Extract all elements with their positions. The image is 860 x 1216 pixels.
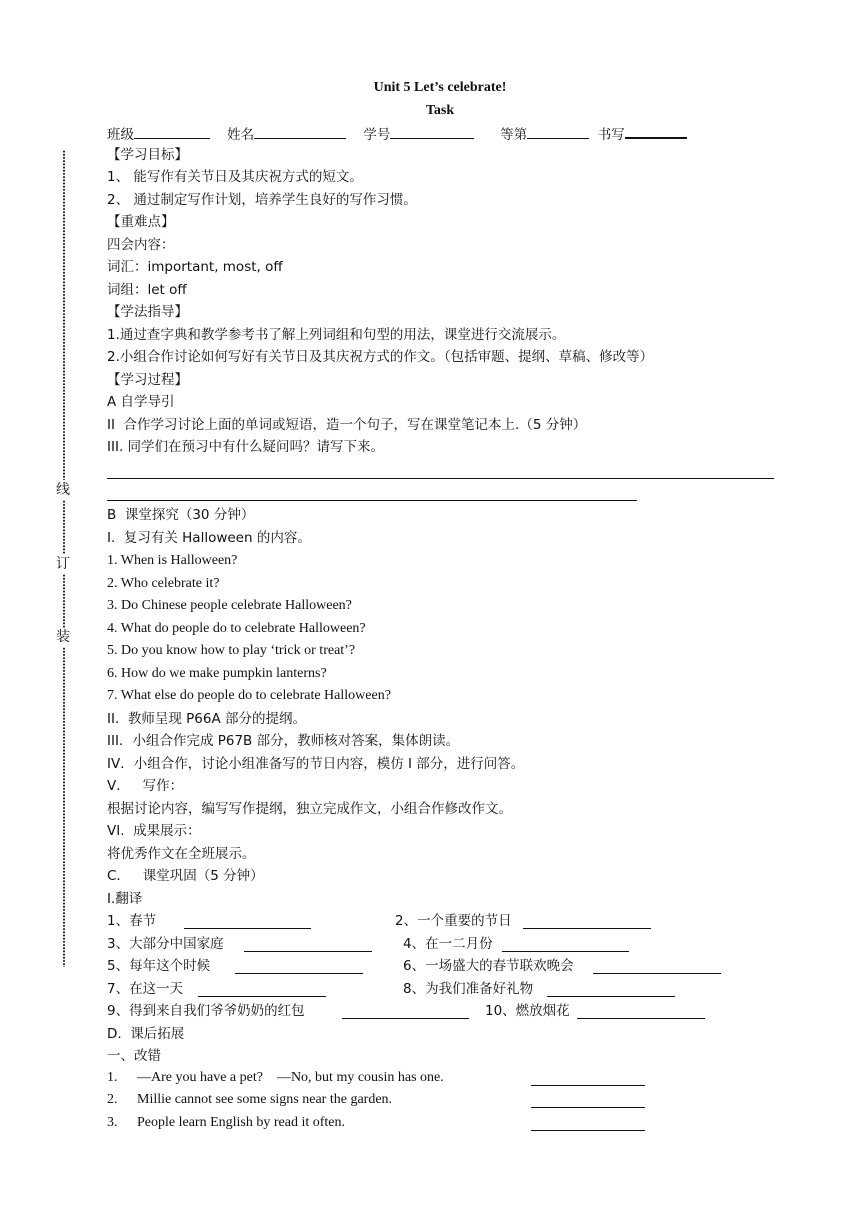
class-field[interactable] (134, 124, 210, 139)
halloween-question: 7. What else do people do to celebrate Halloween? (107, 688, 391, 703)
name-field[interactable] (254, 124, 346, 139)
binding-char-ding: 订 (56, 556, 70, 572)
answer-line[interactable] (107, 478, 774, 479)
translation-item: 3、大部分中国家庭 (107, 936, 224, 952)
section-b-item: 根据讨论内容，编写写作提纲，独立完成作文，小组合作修改作文。 (107, 801, 512, 817)
halloween-question: 4. What do people do to celebrate Halloween? (107, 621, 366, 636)
grade-field[interactable] (527, 124, 589, 139)
halloween-question: 3. Do Chinese people celebrate Halloween? (107, 598, 352, 613)
key-points-heading: 【重难点】 (107, 214, 175, 230)
translation-item: 7、在这一天 (107, 981, 184, 997)
correction-sentence: People learn English by read it often. (137, 1115, 345, 1130)
answer-line[interactable] (107, 500, 637, 501)
translation-blank[interactable] (235, 959, 363, 974)
binding-dots (62, 500, 66, 554)
method-heading: 【学法指导】 (107, 304, 188, 320)
correction-answer-line[interactable] (531, 1130, 645, 1131)
binding-margin (56, 150, 76, 970)
translation-blank[interactable] (577, 1004, 705, 1019)
halloween-question: 2. Who celebrate it? (107, 576, 220, 591)
student-id-label: 学号 (363, 127, 391, 143)
section-b-item: VI. 成果展示： (107, 823, 201, 839)
correction-number: 1. (107, 1070, 118, 1085)
halloween-question: 1. When is Halloween? (107, 553, 238, 568)
translation-blank[interactable] (342, 1004, 469, 1019)
student-info-row (107, 123, 687, 144)
correction-number: 3. (107, 1115, 118, 1130)
grade-label: 等第 (500, 127, 528, 143)
correction-sentence: —Are you have a pet? —No, but my cousin has one. (137, 1070, 444, 1085)
translation-blank[interactable] (184, 914, 311, 929)
translation-blank[interactable] (244, 937, 372, 952)
method-item: 1.通过查字典和教学参考书了解上列词组和句型的用法，课堂进行交流展示。 (107, 327, 566, 343)
section-b-item: IV．小组合作，讨论小组准备写的节日内容，模仿 I 部分，进行问答。 (107, 756, 525, 772)
translation-item: 6、一场盛大的春节联欢晚会 (403, 958, 574, 974)
binding-dots (62, 150, 66, 480)
binding-char-zhuang: 装 (56, 629, 70, 645)
translation-blank[interactable] (502, 937, 629, 952)
translation-blank[interactable] (198, 982, 326, 997)
section-c-intro: I.翻译 (107, 891, 143, 907)
correction-sentence: Millie cannot see some signs near the garden. (137, 1092, 393, 1107)
section-a-item: III. 同学们在预习中有什么疑问吗？请写下来。 (107, 439, 385, 455)
goals-heading: 【学习目标】 (107, 147, 188, 163)
goal-item: 1、 能写作有关节日及其庆祝方式的短文。 (107, 169, 363, 185)
section-b-item: V． 写作： (107, 778, 184, 794)
translation-item: 10、燃放烟花 (485, 1003, 570, 1019)
goal-item: 2、 通过制定写作计划，培养学生良好的写作习惯。 (107, 192, 417, 208)
section-d-heading: D. 课后拓展 (107, 1026, 185, 1042)
binding-dots (62, 574, 66, 628)
binding-char-xian: 线 (56, 482, 70, 498)
student-id-field[interactable] (390, 124, 474, 139)
correction-answer-line[interactable] (531, 1085, 645, 1086)
section-b-item: II. 教师呈现 P66A 部分的提纲。 (107, 711, 306, 727)
section-d-intro: 一、改错 (107, 1048, 161, 1064)
section-a-item: II 合作学习讨论上面的单词或短语，造一个句子，写在课堂笔记本上.（5 分钟） (107, 417, 587, 433)
section-b-item: III．小组合作完成 P67B 部分，教师核对答案，集体朗读。 (107, 733, 460, 749)
section-b-heading: B 课堂探究（30 分钟） (107, 507, 255, 523)
halloween-question: 6. How do we make pumpkin lanterns? (107, 666, 327, 681)
binding-dots (62, 647, 66, 967)
key-points-line: 词汇：important, most, off (107, 259, 283, 275)
translation-item: 8、为我们准备好礼物 (403, 981, 534, 997)
translation-item: 5、每年这个时候 (107, 958, 211, 974)
handwriting-field[interactable] (625, 123, 687, 139)
translation-blank[interactable] (593, 959, 721, 974)
section-c-heading: C． 课堂巩固（5 分钟） (107, 868, 264, 884)
method-item: 2.小组合作讨论如何写好有关节日及其庆祝方式的作文。（包括审题、提纲、草稿、修改等） (107, 349, 654, 365)
translation-blank[interactable] (547, 982, 675, 997)
process-heading: 【学习过程】 (107, 372, 188, 388)
handwriting-label: 书写 (597, 127, 625, 143)
page-subtitle: Task (425, 103, 455, 118)
section-b-intro: I. 复习有关 Halloween 的内容。 (107, 530, 311, 546)
section-b-item: 将优秀作文在全班展示。 (107, 846, 256, 862)
translation-blank[interactable] (523, 914, 651, 929)
translation-item: 9、得到来自我们爷爷奶奶的红包 (107, 1003, 305, 1019)
halloween-question: 5. Do you know how to play ‘trick or treat’? (107, 643, 356, 658)
page-title: Unit 5 Let’s celebrate! (373, 80, 507, 95)
section-a-heading: A 自学导引 (107, 394, 175, 410)
correction-number: 2. (107, 1092, 118, 1107)
name-label: 姓名 (227, 127, 255, 143)
correction-answer-line[interactable] (531, 1107, 645, 1108)
translation-item: 4、在一二月份 (403, 936, 493, 952)
class-label: 班级 (107, 127, 134, 143)
key-points-line: 词组：let off (107, 282, 187, 298)
key-points-line: 四会内容： (107, 237, 175, 253)
translation-item: 1、春节 (107, 913, 157, 929)
translation-item: 2、一个重要的节日 (395, 913, 512, 929)
